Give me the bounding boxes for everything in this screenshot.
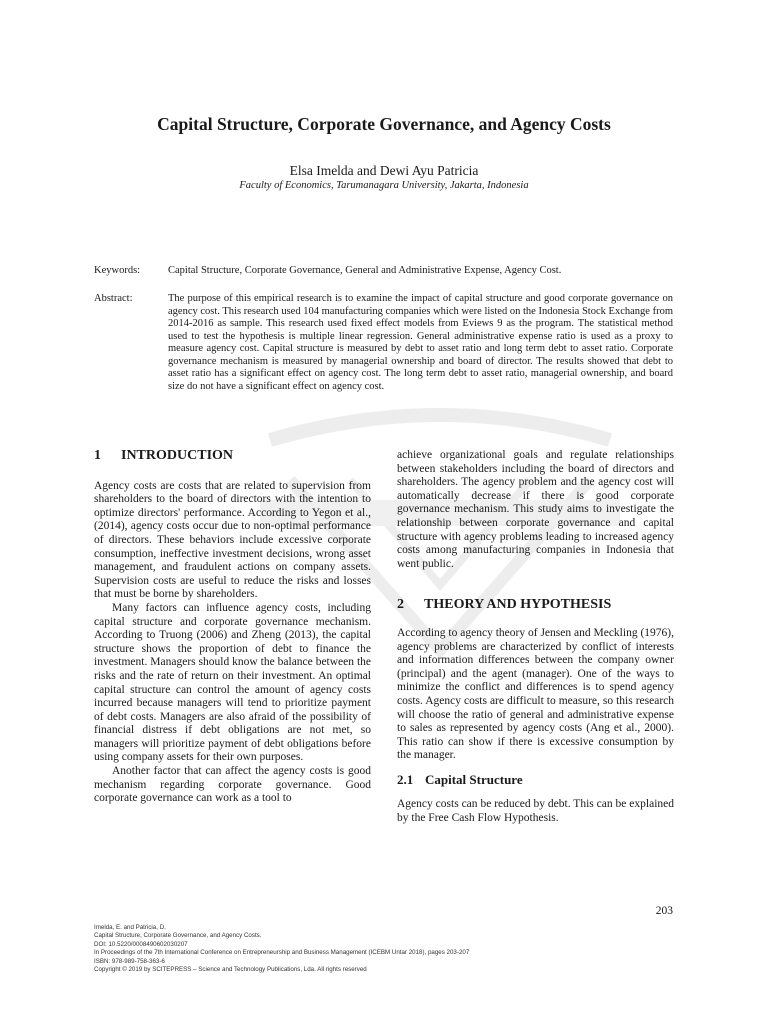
paper-title: Capital Structure, Corporate Governance, and Agency Costs bbox=[157, 114, 611, 134]
right-column bbox=[397, 449, 674, 826]
footer-doi: DOI: 10.5220/0008490602030207 bbox=[94, 940, 188, 948]
capital-structure-paragraph-1: Agency costs can be reduced by debt. This can be explained by the Free Cash Flow Hypothesis. bbox=[397, 798, 674, 825]
citation-footer bbox=[94, 924, 469, 974]
subsection-title: Capital Structure bbox=[425, 771, 523, 787]
footer-isbn: ISBN: 978-989-758-363-6 bbox=[94, 957, 165, 965]
intro-paragraph-2: Many factors can influence agency costs, including capital structure and corporate governance mechanism. According to Truong (2006) and Zheng (2013), the capital structure shows the proportion of debt to finance the investment. Managers should know the balance between the risks and the rate of return on their investment. An optimal capital structure can control the amount of agency costs incurred because managers will tend to prioritize payment of debt costs. Managers are also afraid of the possibility of financial distress if debt obligations are not met, so managers will prioritize payment of debt obligations before using company assets for their own purposes. bbox=[94, 601, 371, 764]
section-heading-theory bbox=[397, 598, 674, 612]
section-heading-introduction bbox=[94, 449, 371, 463]
section-number: 2 bbox=[397, 597, 404, 613]
section-number: 1 bbox=[94, 448, 101, 463]
footer-copyright: Copyright © 2019 by SCITEPRESS – Science and Technology Publications, Lda. All rights reserved bbox=[94, 966, 367, 974]
author-names: Elsa Imelda and Dewi Ayu Patricia bbox=[289, 163, 479, 178]
section-title: THEORY AND HYPOTHESIS bbox=[424, 597, 612, 613]
subsection-number: 2.1 bbox=[397, 771, 414, 787]
keywords-label: Keywords: bbox=[94, 265, 141, 276]
footer-citation-authors: Imelda, E. and Patricia, D. bbox=[94, 924, 166, 931]
intro-paragraph-1: Agency costs are costs that are related to supervision from shareholders to the board of directors with the intention to optimize directors' performance. According to Yegon et al., (2014), agency costs occur due to non-optimal performance of directors. These behaviors include excessive corporate consumption, ineffective investment decisions, wrong asset management, and fraudulent actions on company assets. Supervision costs are useful to reduce the risks and losses that must be borne by shareholders. bbox=[94, 479, 371, 601]
abstract-label: Abstract: bbox=[94, 293, 133, 304]
section-title: INTRODUCTION bbox=[121, 448, 234, 463]
theory-paragraph-1: According to agency theory of Jensen and Meckling (1976), agency problems are characterized by conflict of interests and information differences between the company owner (principal) and the agent (manager). One of the ways to minimize the conflict and differences is to spend agency costs. Agency costs are difficult to measure, so this research will choose the ratio of general and administrative expense to sales as represented by agency costs (Ang et al., 2000). This ratio can show if there is excessive consumption by the manager. bbox=[397, 626, 674, 762]
page-number: 203 bbox=[655, 905, 673, 917]
abstract-text: The purpose of this empirical research is to examine the impact of capital structure and good corporate governance on agency cost. This research used 104 manufacturing companies which were listed on the Indonesia Stock Exchange from 2014-2016 as sample. This research used fixed effect models from Eviews 9 as the program. The statistical method used to test the hypothesis is multiple linear regression. General administrative expense ratio is used as a proxy to measure agency cost. Capital structure is measured by debt to asset ratio and long term debt to asset ratio. Corporate governance mechanism is measured by managerial ownership and board of director. The results showed that debt to asset ratio has a significant effect on agency cost. The long term debt to asset ratio, managerial ownership, and board size do not have a significant effect on agency cost. bbox=[168, 293, 673, 392]
intro-paragraph-3-continued: achieve organizational goals and regulate relationships between stakeholders including the board of directors and shareholders. The agency problem and the agency cost will automatically decrease if there is good corporate governance mechanism. This study aims to investigate the relationship between corporate governance and capital structure with agency problems leading to increased agency costs among manufacturing companies in Indonesia that went public. bbox=[397, 449, 674, 570]
keywords-text: Capital Structure, Corporate Governance, General and Administrative Expense, Agency Cost. bbox=[168, 265, 562, 276]
author-affiliation: Faculty of Economics, Tarumanagara University, Jakarta, Indonesia bbox=[239, 180, 529, 191]
footer-citation-title: Capital Structure, Corporate Governance, and Agency Costs. bbox=[94, 932, 262, 940]
intro-paragraph-3: Another factor that can affect the agency costs is good mechanism regarding corporate governance. Good corporate governance can work as a tool to bbox=[94, 765, 371, 805]
left-column bbox=[94, 449, 371, 806]
footer-proceedings: In Proceedings of the 7th International Conference on Entrepreneurship and Business Management (ICEBM Untar 2018), pages 203-207 bbox=[94, 949, 470, 957]
subsection-heading-capital-structure bbox=[397, 773, 674, 787]
